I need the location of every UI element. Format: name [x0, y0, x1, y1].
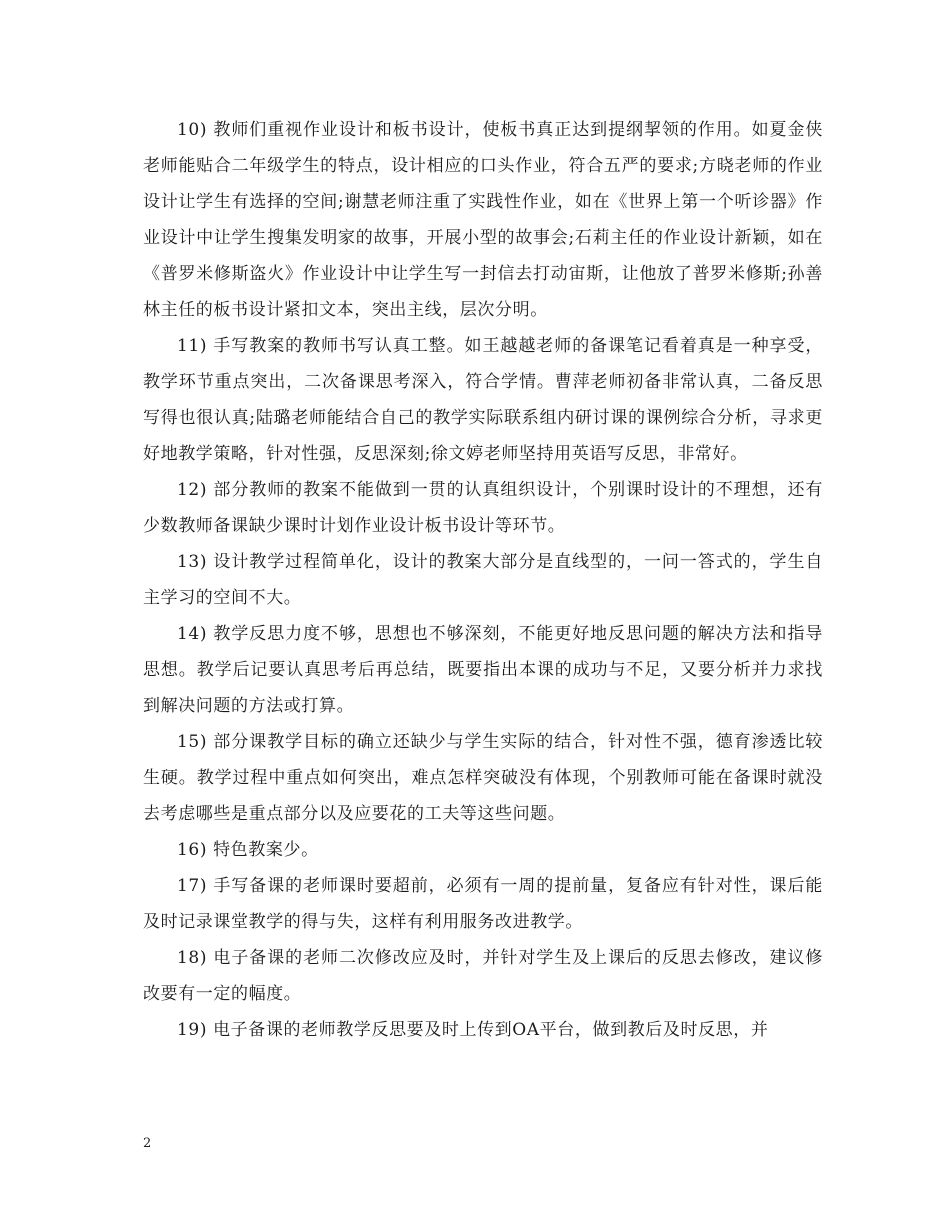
paragraph-12: 12) 部分教师的教案不能做到一贯的认真组织设计，个别课时设计的不理想，还有少数教师备课缺少课时计划作业设计板书设计等环节。 [143, 480, 823, 536]
page-number: 2 [143, 1136, 152, 1151]
document-body [143, 112, 823, 1048]
paragraph-14: 14) 教学反思力度不够，思想也不够深刻，不能更好地反思问题的解决方法和指导思想。教学后记要认真思考后再总结，既要指出本课的成功与不足，又要分析并力求找到解决问题的方法或打算。 [143, 624, 823, 716]
paragraph-11: 11) 手写教案的教师书写认真工整。如王越越老师的备课笔记看着真是一种享受，教学环节重点突出，二次备课思考深入，符合学情。曹萍老师初备非常认真，二备反思写得也很认真;陆璐老师能结合自己的教学实际联系组内研讨课的课例综合分析，寻求更好地教学策略，针对性强，反思深刻;徐文婷老师坚持用英语写反思，非常好。 [143, 336, 823, 464]
paragraph-17: 17) 手写备课的老师课时要超前，必须有一周的提前量，复备应有针对性，课后能及时记录课堂教学的得与失，这样有利用服务改进教学。 [143, 876, 823, 932]
paragraph-16: 16) 特色教案少。 [177, 840, 319, 860]
paragraph-13: 13) 设计教学过程简单化，设计的教案大部分是直线型的，一问一答式的，学生自主学习的空间不大。 [143, 552, 823, 608]
paragraph-15: 15) 部分课教学目标的确立还缺少与学生实际的结合，针对性不强，德育渗透比较生硬。教学过程中重点如何突出，难点怎样突破没有体现，个别教师可能在备课时就没去考虑哪些是重点部分以及应要花的工夫等这些问题。 [143, 732, 823, 824]
paragraph-10: 10) 教师们重视作业设计和板书设计，使板书真正达到提纲挈领的作用。如夏金侠老师能贴合二年级学生的特点，设计相应的口头作业，符合五严的要求;方晓老师的作业设计让学生有选择的空间;谢慧老师注重了实践性作业，如在《世界上第一个听诊器》作业设计中让学生搜集发明家的故事，开展小型的故事会;石莉主任的作业设计新颖，如在《普罗米修斯盗火》作业设计中让学生写一封信去打动宙斯，让他放了普罗米修斯;孙善林主任的板书设计紧扣文本，突出主线，层次分明。 [143, 120, 823, 320]
paragraph-18: 18) 电子备课的老师二次修改应及时，并针对学生及上课后的反思去修改，建议修改要有一定的幅度。 [143, 948, 823, 1004]
paragraph-19: 19) 电子备课的老师教学反思要及时上传到OA平台，做到教后及时反思，并 [177, 1020, 769, 1040]
